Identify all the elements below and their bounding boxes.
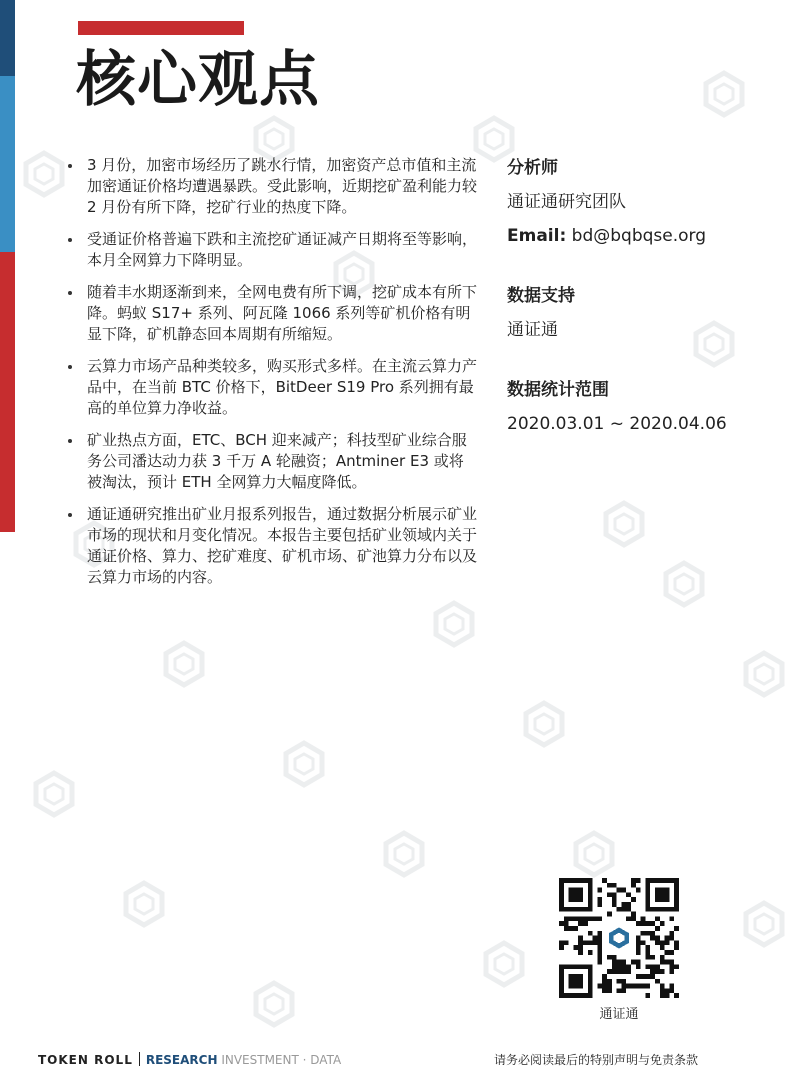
bullet-icon — [68, 164, 72, 168]
data-support-value: 通证通 — [507, 320, 558, 340]
point-text: 随着丰水期逐渐到来，全网电费有所下调，挖矿成本有所下降。蚂蚁 S17+ 系列、阿瓦隆 1066 系列等矿机价格有明显下降，矿机静态回本周期有所缩短。 — [87, 283, 478, 343]
footer-brand: TOKEN ROLL — [38, 1053, 133, 1067]
watermark-logo-icon — [20, 150, 68, 198]
list-item — [66, 356, 478, 419]
footer-nav-rest: INVESTMENT · DATA — [221, 1053, 342, 1067]
footer-disclaimer: 请务必阅读最后的特别声明与免责条款 — [494, 1053, 699, 1067]
watermark-logo-icon — [250, 980, 298, 1028]
watermark-logo-icon — [30, 770, 78, 818]
point-text: 通证通研究推出矿业月报系列报告，通过数据分析展示矿业市场的现状和月变化情况。本报告主要包括矿业领域内关于通证价格、算力、挖矿难度、矿机市场、矿池算力分布以及云算力市场的内容。 — [87, 505, 478, 586]
bullet-icon — [68, 439, 72, 443]
bullet-icon — [68, 365, 72, 369]
watermark-logo-icon — [740, 650, 788, 698]
watermark-logo-icon — [430, 600, 478, 648]
watermark-logo-icon — [380, 830, 428, 878]
stats-range-heading: 数据统计范围 — [507, 380, 609, 400]
list-item — [66, 504, 478, 588]
footer-brand-bar — [38, 1052, 341, 1067]
watermark-logo-icon — [740, 900, 788, 948]
bullet-icon — [68, 238, 72, 242]
watermark-logo-icon — [600, 500, 648, 548]
watermark-logo-icon — [570, 830, 618, 878]
qr-caption: 通证通 — [599, 1007, 639, 1022]
footer-divider — [139, 1052, 140, 1066]
data-support-heading: 数据支持 — [507, 286, 575, 306]
point-text: 3 月份，加密市场经历了跳水行情，加密资产总市值和主流加密通证价格均遭遇暴跌。受此影响，近期挖矿盈利能力较 2 月份有所下降，挖矿行业的热度下降。 — [87, 156, 478, 216]
email-link[interactable]: bd@bqbqse.org — [571, 226, 707, 246]
edge-bar-blue — [0, 76, 15, 252]
list-item — [66, 155, 478, 218]
watermark-logo-icon — [160, 640, 208, 688]
email-label: Email: — [507, 226, 567, 246]
report-info-panel — [507, 155, 767, 437]
edge-bar-navy — [0, 0, 15, 76]
qr-code-icon — [559, 878, 679, 998]
watermark-logo-icon — [280, 740, 328, 788]
footer-nav-research[interactable]: RESEARCH — [145, 1053, 218, 1067]
edge-bar-red — [0, 252, 15, 532]
email-line — [507, 223, 767, 249]
analyst-team: 通证通研究团队 — [507, 192, 626, 212]
point-text: 受通证价格普遍下跌和主流挖矿通证减产日期将至等影响，本月全网算力下降明显。 — [87, 230, 478, 269]
list-item — [66, 229, 478, 271]
watermark-logo-icon — [700, 70, 748, 118]
bullet-icon — [68, 513, 72, 517]
watermark-logo-icon — [520, 700, 568, 748]
qr-code[interactable] — [559, 878, 679, 998]
page-title: 核心观点 — [76, 45, 320, 115]
watermark-logo-icon — [480, 940, 528, 988]
title-accent-bar — [78, 21, 244, 35]
bullet-icon — [68, 291, 72, 295]
point-text: 矿业热点方面，ETC、BCH 迎来减产；科技型矿业综合服务公司潘达动力获 3 千万 A 轮融资；Antminer E3 或将被淘汰，预计 ETH 全网算力大幅度降低。 — [87, 431, 467, 491]
analyst-heading: 分析师 — [507, 158, 558, 178]
point-text: 云算力市场产品种类较多，购买形式多样。在主流云算力产品中，在当前 BTC 价格下，BitDeer S19 Pro 系列拥有最高的单位算力净收益。 — [87, 357, 478, 417]
watermark-logo-icon — [660, 560, 708, 608]
key-points-list — [66, 155, 478, 599]
watermark-logo-icon — [120, 880, 168, 928]
list-item — [66, 282, 478, 345]
list-item — [66, 430, 478, 493]
stats-range-value: 2020.03.01 ~ 2020.04.06 — [507, 414, 727, 434]
